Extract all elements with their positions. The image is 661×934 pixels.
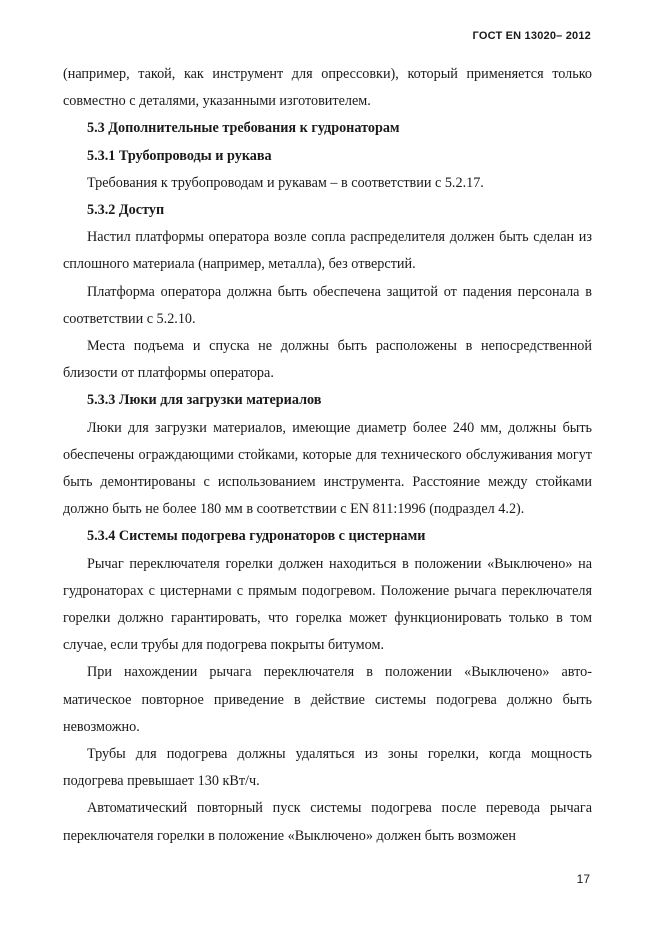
paragraph: Автоматический повторный пуск системы подогрева после перевода рычага переключателя горелки в положение «Выключено» должен быть возможен [63,800,592,844]
subsection-heading: 5.3.1 Трубопроводы и рукава [87,147,272,164]
subsection-heading: 5.3.3 Люки для загрузки материалов [87,392,322,409]
document-body [63,61,592,850]
paragraph: Рычаг переключателя горелки должен находиться в положении «Выключено» на гудронаторах с цистернами с прямым подогревом. Положение рычага переключателя горелки должно гарантировать, что горелка может функционировать только в том случае, если трубы для подогрева покрыты битумом. [63,555,592,654]
paragraph: При нахождении рычага переключателя в положении «Выключено» автоматическое повторное приведение в действие системы подогрева должно быть невозможно. [63,664,592,735]
paragraph: Люки для загрузки материалов, имеющие диаметр более 240 мм, должны быть обеспечены ограждающими стойками, которые для технического обслуживания могут быть демонтированы с использованием инструмента. Расстояние между стойками должно быть не более 180 мм в соответствии с EN 811:1996 (подраздел 4.2). [63,419,592,518]
paragraph: Настил платформы оператора возле сопла распределителя должен быть сделан из сплошного материала (например, металла), без отверстий. [63,229,592,273]
subsection-heading: 5.3.2 Доступ [87,202,165,219]
paragraph: Требования к трубопроводам и рукавам – в соответствии с 5.2.17. [87,174,484,191]
document-header: ГОСТ EN 13020– 2012 [472,30,591,42]
paragraph: Платформа оператора должна быть обеспечена защитой от падения персонала в соответствии с 5.2.10. [63,283,592,327]
subsection-heading: 5.3.4 Системы подогрева гудронаторов с цистернами [87,528,426,545]
page-number: 17 [576,872,590,886]
paragraph: Трубы для подогрева должны удаляться из зоны горелки, когда мощность подогрева превышает 130 кВт/ч. [63,746,592,790]
section-heading: 5.3 Дополнительные требования к гудронаторам [87,120,400,137]
paragraph: (например, такой, как инструмент для опрессовки), который применяется только совместно с деталями, указанными изготовителем. [63,66,592,110]
paragraph: Места подъема и спуска не должны быть расположены в непосредственной близости от платформы оператора. [63,338,592,382]
